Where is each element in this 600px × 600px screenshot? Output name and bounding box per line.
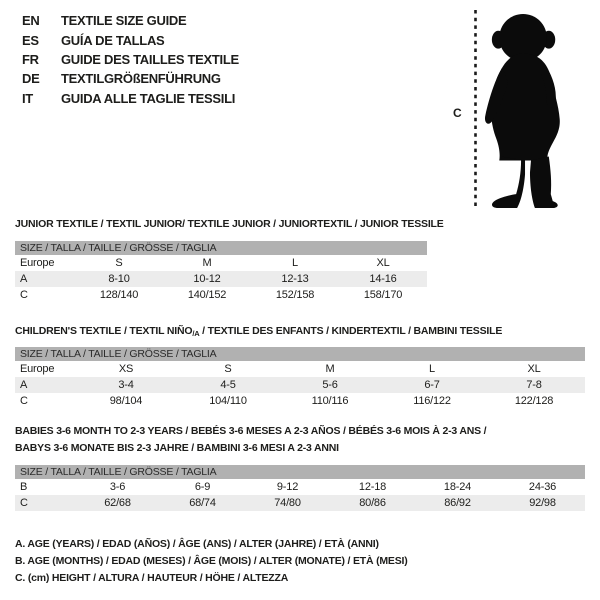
babies-table-rows <box>15 479 585 511</box>
table-cell: 5-6 <box>322 379 338 391</box>
table-cell: S <box>224 363 232 375</box>
table-row <box>15 255 427 271</box>
language-row-de <box>22 69 239 88</box>
language-row-en <box>22 11 239 30</box>
guide-title: TEXTILGRÖßENFÜHRUNG <box>61 71 221 87</box>
babies-size-table <box>15 465 585 511</box>
size-header-bar: SIZE / TALLA / TAILLE / GRÖSSE / TAGLIA <box>15 465 585 479</box>
babies-title-line1: BABIES 3-6 MONTH TO 2-3 YEARS / BEBÉS 3-6 MESES A 2-3 AÑOS / BÉBÉS 3-6 MOIS À 2-3 ANS / <box>15 425 487 437</box>
table-cell: 116/122 <box>413 395 451 407</box>
guide-title: GUÍA DE TALLAS <box>61 32 165 48</box>
table-row <box>15 271 427 287</box>
dashed-measure-line-icon <box>473 8 478 208</box>
table-cell: 92/98 <box>529 497 556 509</box>
row-label: Europe <box>20 257 55 269</box>
table-cell: 128/140 <box>99 289 139 301</box>
table-cell: L <box>292 257 298 269</box>
guide-title: TEXTILE SIZE GUIDE <box>61 13 187 29</box>
row-label: Europe <box>20 363 55 375</box>
table-row <box>15 361 585 377</box>
height-measure-figure <box>450 6 580 211</box>
table-cell: 110/116 <box>311 395 349 407</box>
table-cell: 7-8 <box>526 379 542 391</box>
table-cell: XL <box>376 257 390 269</box>
row-label: C <box>20 395 28 407</box>
title-subscript: /A <box>192 329 200 338</box>
language-title-list <box>22 11 239 108</box>
row-label: B <box>20 481 28 493</box>
language-code: FR <box>22 51 39 67</box>
table-cell: 122/128 <box>514 395 554 407</box>
row-label: C <box>20 289 28 301</box>
table-cell: 10-12 <box>193 273 221 285</box>
table-cell: L <box>429 363 435 375</box>
table-cell: 68/74 <box>189 497 216 509</box>
junior-size-table <box>15 241 427 303</box>
guide-title: GUIDE DES TAILLES TEXTILE <box>61 51 239 67</box>
table-cell: 18-24 <box>443 481 472 493</box>
language-code: DE <box>22 71 40 87</box>
note-b: B. AGE (MONTHS) / EDAD (MESES) / ÂGE (MOIS) / ALTER (MONATE) / ETÀ (MESI) <box>15 555 408 567</box>
table-cell: 12-18 <box>358 481 387 493</box>
table-cell: 80/86 <box>359 497 386 509</box>
table-cell: XS <box>118 363 134 375</box>
table-cell: 24-36 <box>528 481 557 493</box>
table-cell: 152/158 <box>275 289 315 301</box>
table-cell: 12-13 <box>281 273 309 285</box>
baby-silhouette-icon <box>482 10 574 208</box>
table-cell: 4-5 <box>220 379 236 391</box>
size-header-bar: SIZE / TALLA / TAILLE / GRÖSSE / TAGLIA <box>15 347 585 361</box>
table-cell: 62/68 <box>104 497 131 509</box>
guide-title: GUIDA ALLE TAGLIE TESSILI <box>61 90 236 106</box>
language-code: IT <box>22 90 33 106</box>
language-row-es <box>22 30 239 49</box>
row-label: A <box>20 273 28 285</box>
language-row-it <box>22 89 239 108</box>
table-cell: M <box>202 257 212 269</box>
table-cell: 6-9 <box>194 481 211 493</box>
language-code: EN <box>22 13 40 29</box>
children-section-title <box>15 323 502 342</box>
table-row <box>15 377 585 393</box>
table-row <box>15 479 585 495</box>
size-header-bar: SIZE / TALLA / TAILLE / GRÖSSE / TAGLIA <box>15 241 427 255</box>
junior-table-rows <box>15 255 427 303</box>
measure-c-label: C <box>453 106 462 120</box>
title-text: / TEXTILE DES ENFANTS / KINDERTEXTIL / BAMBINI TESSILE <box>199 325 503 337</box>
table-row <box>15 287 427 303</box>
babies-title-line2: BABYS 3-6 MONATE BIS 2-3 JAHRE / BAMBINI 3-6 MESI A 2-3 ANNI <box>15 442 339 454</box>
table-cell: 158/170 <box>363 289 403 301</box>
table-cell: 9-12 <box>276 481 299 493</box>
table-cell: 3-6 <box>109 481 126 493</box>
language-row-fr <box>22 50 239 69</box>
table-cell: 74/80 <box>274 497 301 509</box>
babies-section-title <box>15 423 486 457</box>
children-size-table <box>15 347 585 409</box>
table-row <box>15 393 585 409</box>
title-text: CHILDREN'S TEXTILE / TEXTIL NIÑO <box>15 325 193 337</box>
junior-section-title: JUNIOR TEXTILE / TEXTIL JUNIOR/ TEXTILE JUNIOR / JUNIORTEXTIL / JUNIOR TESSILE <box>15 218 444 230</box>
table-cell: XL <box>527 363 541 375</box>
table-row <box>15 495 585 511</box>
table-cell: 86/92 <box>444 497 471 509</box>
table-cell: 3-4 <box>118 379 134 391</box>
table-cell: 98/104 <box>109 395 143 407</box>
row-label: A <box>20 379 28 391</box>
table-cell: M <box>325 363 335 375</box>
table-cell: 8-10 <box>108 273 130 285</box>
footnotes <box>15 536 408 587</box>
table-cell: S <box>115 257 123 269</box>
note-c: C. (cm) HEIGHT / ALTURA / HAUTEUR / HÖHE / ALTEZZA <box>15 572 289 584</box>
language-code: ES <box>22 32 39 48</box>
children-table-rows <box>15 361 585 409</box>
table-cell: 14-16 <box>369 273 397 285</box>
note-a: A. AGE (YEARS) / EDAD (AÑOS) / ÂGE (ANS) / ALTER (JAHRE) / ETÀ (ANNI) <box>15 538 379 550</box>
table-cell: 140/152 <box>187 289 227 301</box>
table-cell: 104/110 <box>209 395 247 407</box>
row-label: C <box>20 497 28 509</box>
table-cell: 6-7 <box>424 379 440 391</box>
